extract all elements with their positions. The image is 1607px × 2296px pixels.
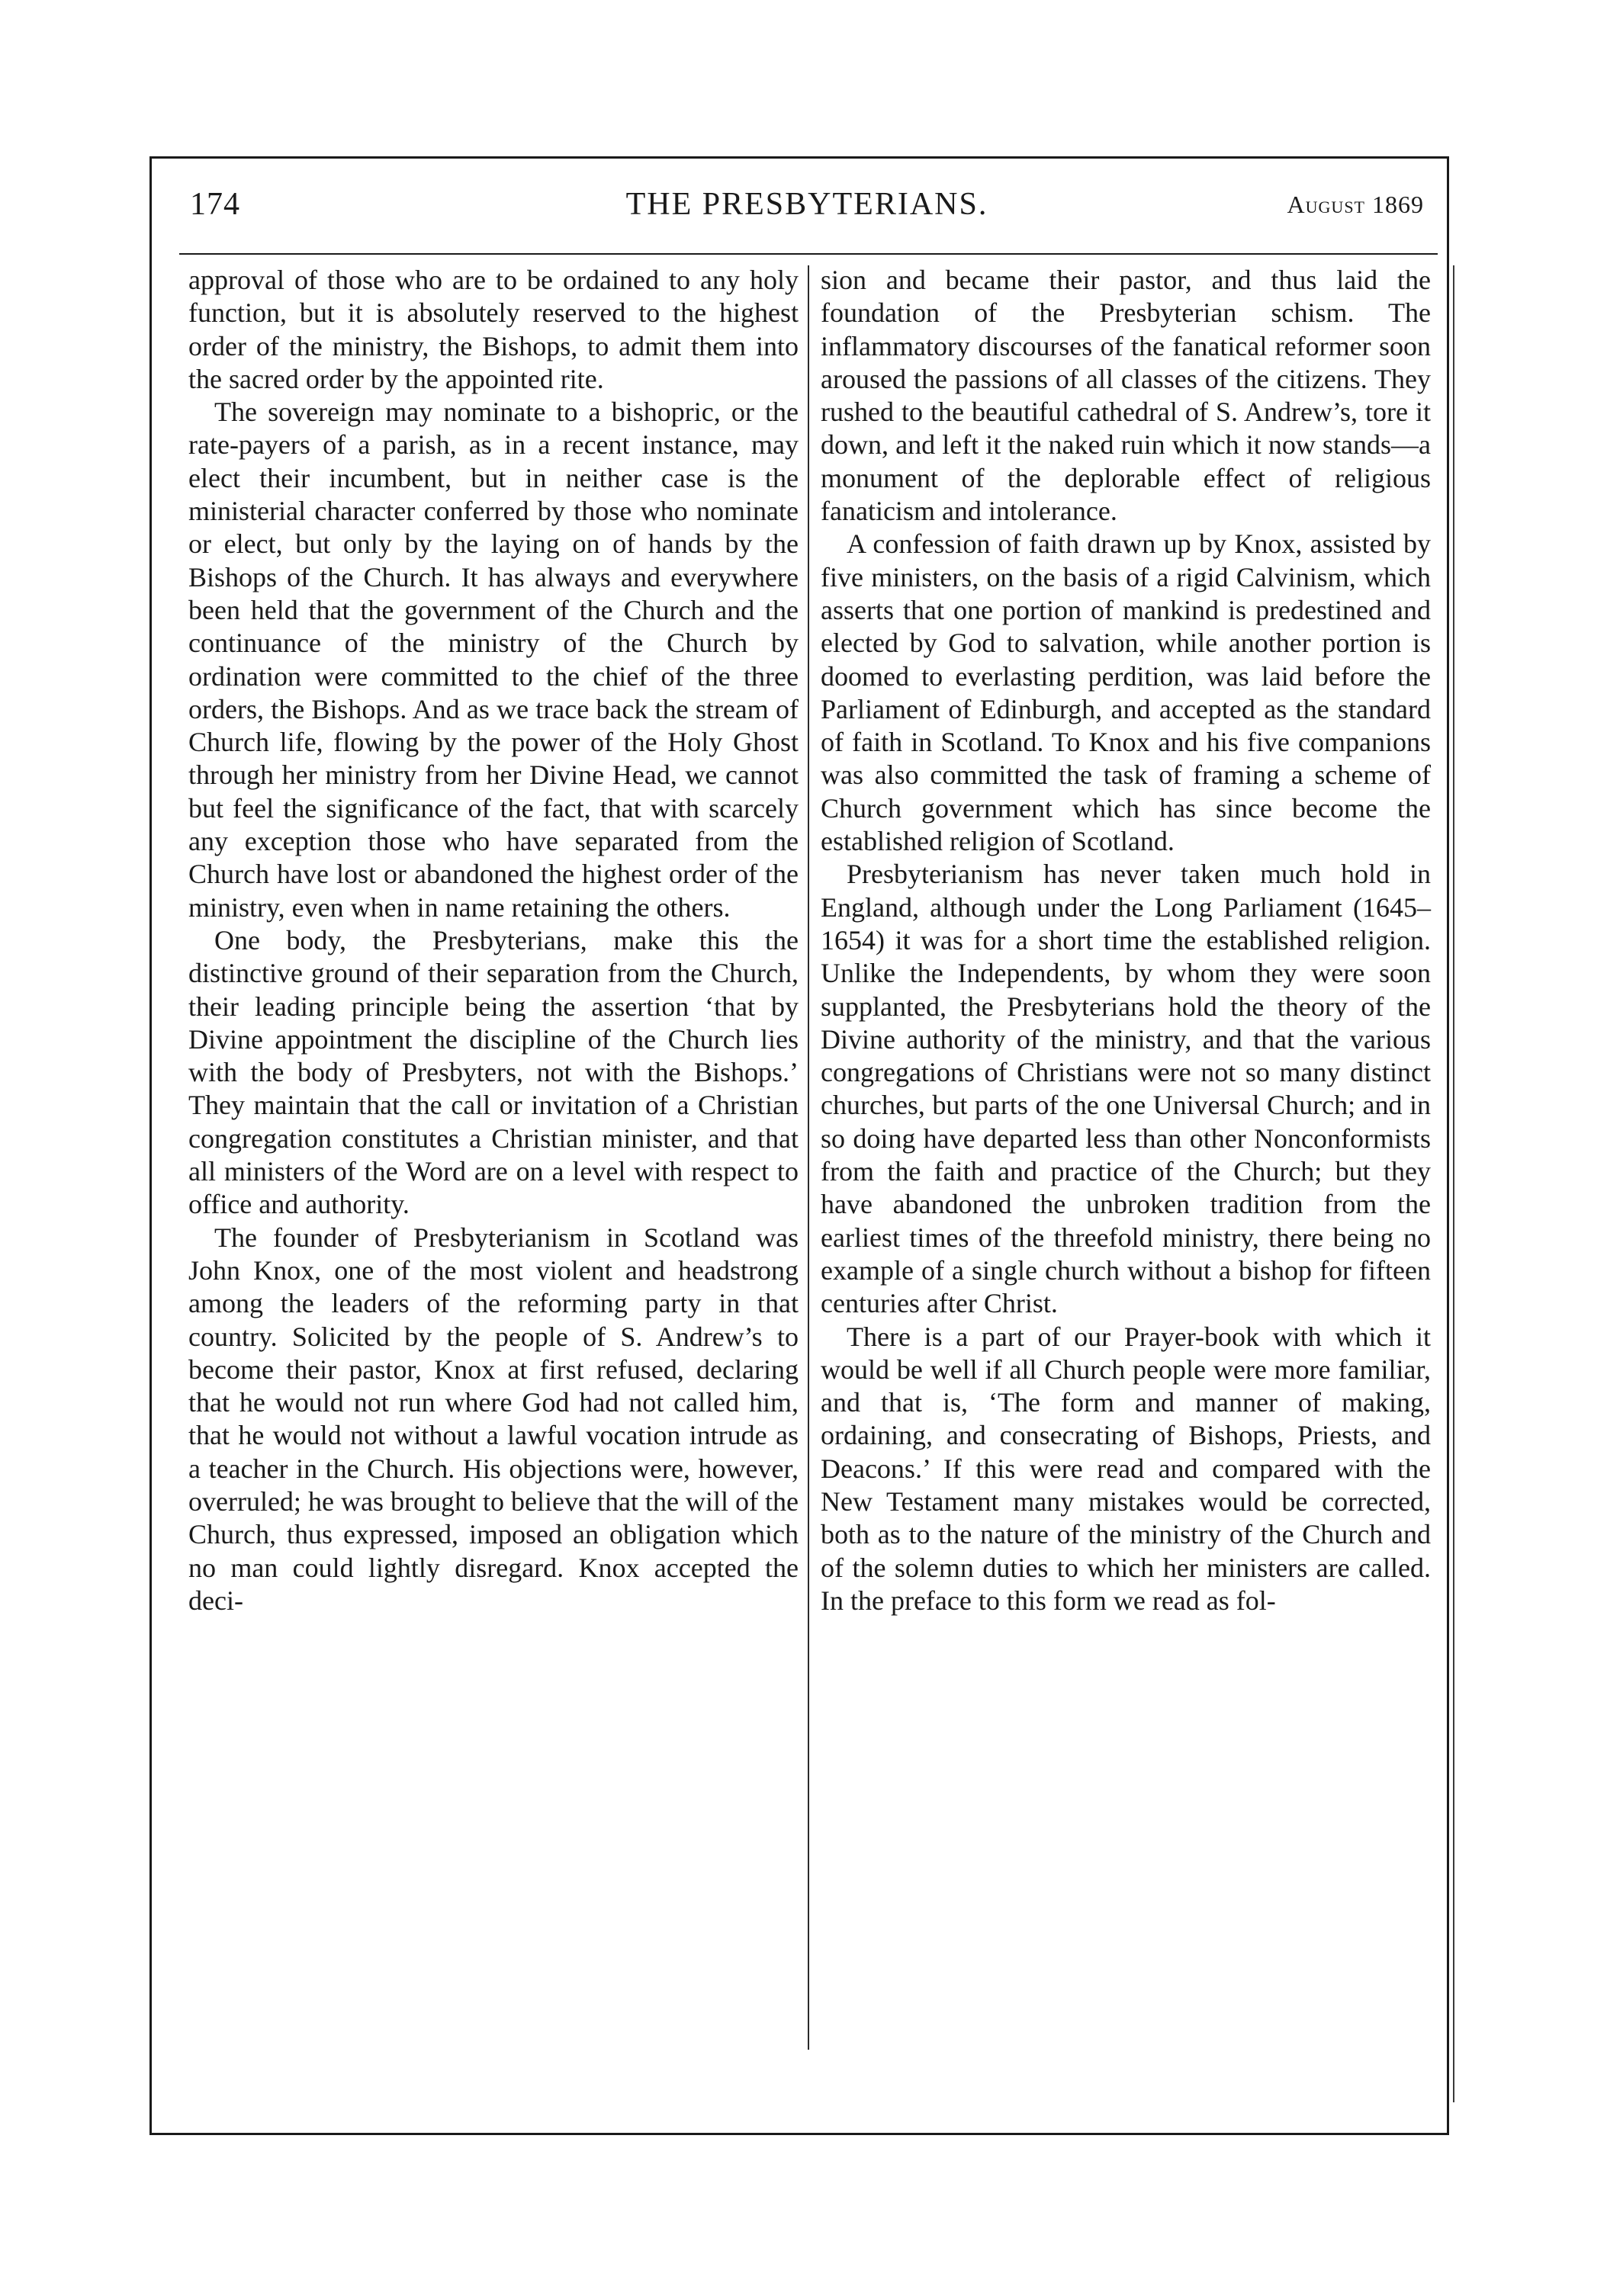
right-column: [821, 264, 1431, 1617]
header-rule: [179, 253, 1438, 255]
left-column: [188, 264, 799, 1617]
page-frame: [149, 156, 1449, 2135]
paragraph: The sovereign may nominate to a bishopric, or the rate-payers of a parish, as in a recent instance, may elect their incumbent, but in neither case is the ministerial character conferred by those who nominate or elect, but only by the laying on of hands by the Bishops of the Church. It has always and everywhere been held that the government of the Church and the continuance of the ministry of the Church by ordination were committed to the chief of the three orders, the Bishops. And as we trace back the stream of Church life, flowing by the power of the Holy Ghost through her ministry from her Divine Head, we cannot but feel the significance of the fact, that with scarcely any exception those who have separated from the Church have lost or abandoned the highest order of the ministry, even when in name retaining the others.: [188, 397, 799, 923]
paragraph: The founder of Presbyterianism in Scotland was John Knox, one of the most violent and headstrong among the leaders of the reforming party in that country. Solicited by the people of S. Andrew’s to become their pastor, Knox at first refused, declaring that he would not run where God had not called him, that he would not without a lawful vocation intrude as a teacher in the Church. His objections were, however, overruled; he was brought to believe that the will of the Church, thus expressed, imposed an obligation which no man could lightly disregard. Knox accepted the deci-: [188, 1222, 799, 1616]
issue-date: August 1869: [1287, 191, 1424, 218]
paragraph: There is a part of our Prayer-book with which it would be well if all Church people were more familiar, and that is, ‘The form and manner of making, ordaining, and consecrating of Bishops, Priests, and Deacons.’ If this were read and compared with the New Testament many mistakes would be corrected, both as to the nature of the ministry of the Church and of the solemn duties to which her ministers are called. In the preface to this form we read as fol-: [821, 1321, 1431, 1616]
paragraph: Presbyterianism has never taken much hold in England, although under the Long Parliament (1645–1654) it was for a short time the established religion. Unlike the Independents, by whom they were soon supplanted, the Presbyterians hold the theory of the Divine authority of the ministry, and that the various congregations of Christians were not so many distinct churches, but parts of the one Universal Church; and in so doing have departed less than other Nonconformists from the faith and practice of the Church; but they have abandoned the unbroken tradition from the earliest times of the threefold ministry, there being no example of a single church without a bishop for fifteen centuries after Christ.: [821, 859, 1431, 1319]
running-title: THE PRESBYTERIANS.: [625, 187, 988, 222]
paragraph: approval of those who are to be ordained to any holy function, but it is absolutely reserved to the highest order of the ministry, the Bishops, to admit them into the sacred order by the appointed rite.: [188, 265, 799, 394]
paragraph: sion and became their pastor, and thus laid the foundation of the Presbyterian schism. The inflammatory discourses of the fanatical reformer soon aroused the passions of all classes of the citizens. They rushed to the beautiful cathedral of S. Andrew’s, tore it down, and left it the naked ruin which it now stands—a monument of the deplorable effect of religious fanaticism and intolerance.: [821, 265, 1431, 527]
column-divider: [808, 265, 809, 2050]
running-header: [190, 186, 1424, 232]
page-number: 174: [190, 187, 240, 222]
paragraph: One body, the Presbyterians, make this the distinctive ground of their separation from the Church, their leading principle being the assertion ‘that by Divine appointment the discipline of the Church lies with the body of Presbyters, not with the Bishops.’ They maintain that the call or invitation of a Christian congregation constitutes a Christian minister, and that all ministers of the Word are on a level with respect to office and authority.: [188, 924, 799, 1220]
paragraph: A confession of faith drawn up by Knox, assisted by five ministers, on the basis of a rigid Calvinism, which asserts that one portion of mankind is predestined and elected by God to salvation, while another portion is doomed to everlasting perdition, was laid before the Parliament of Edinburgh, and accepted as the standard of faith in Scotland. To Knox and his five companions was also committed the task of framing a scheme of Church government which has since become the established religion of Scotland.: [821, 528, 1431, 857]
